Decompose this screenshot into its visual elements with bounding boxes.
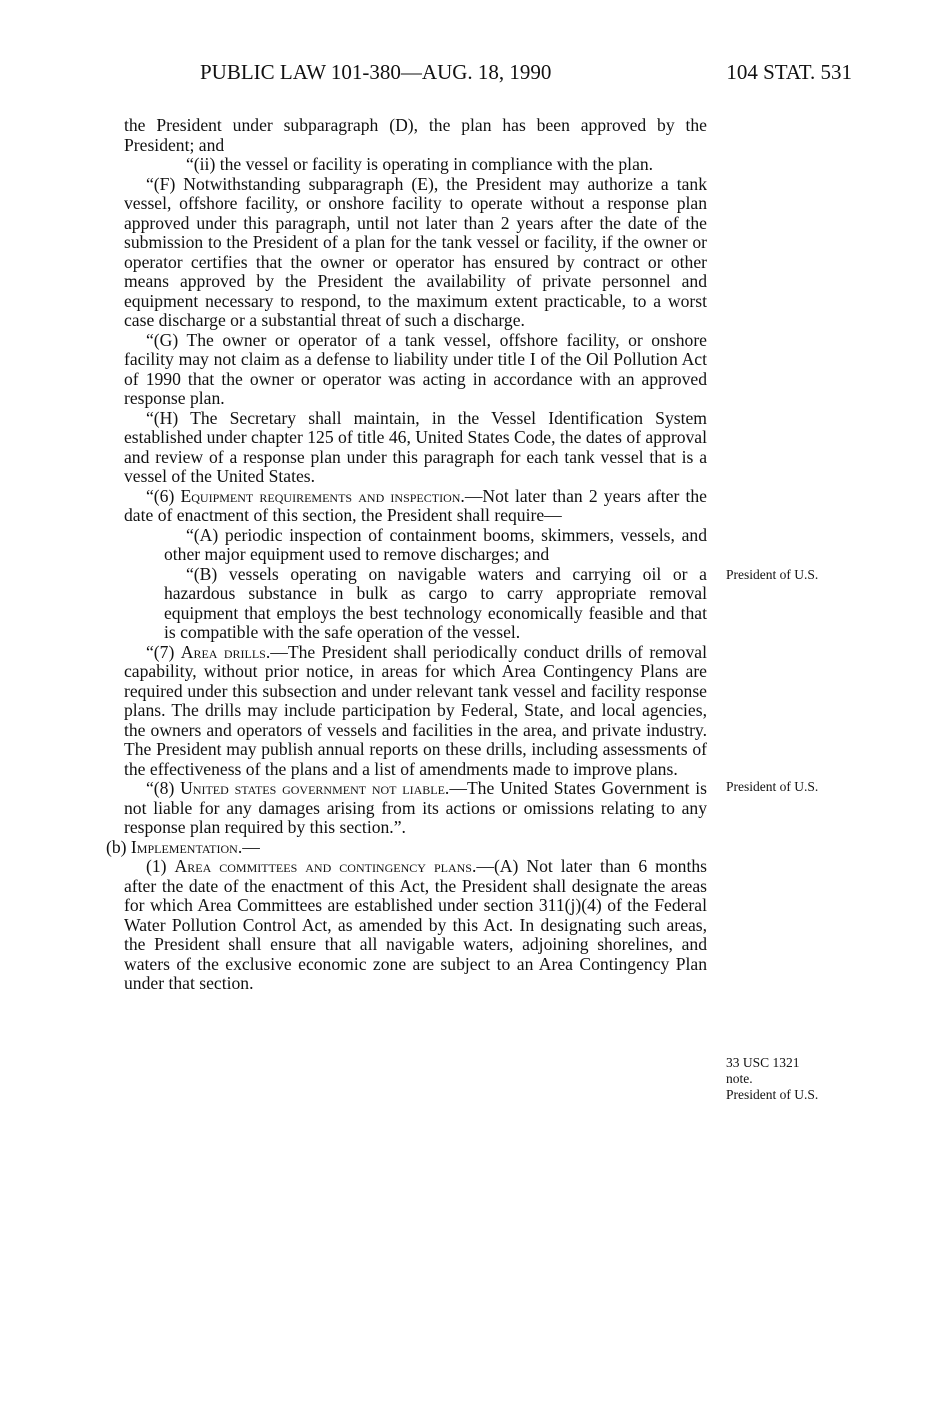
page-header [0, 60, 949, 90]
body-text [106, 115, 707, 994]
margin-note-president-1: President of U.S. [726, 567, 819, 582]
paragraph-8-text: —The United States Government is not liable for any damages arising from its actions or omissions relating to any response plan required by this section.”. [124, 778, 707, 837]
paragraph-8 [124, 779, 707, 838]
paragraph-d-continuation: the President under subparagraph (D), the plan has been approved by the President; and [124, 115, 707, 155]
paragraph-g: “(G) The owner or operator of a tank vessel, offshore facility, or onshore facility may not claim as a defense to liability under title I of the Oil Pollution Act of 1990 that the owner or operator was acting in accordance with an approved response plan. [124, 329, 707, 408]
paragraph-6a: “(A) periodic inspection of containment booms, skimmers, vessels, and other major equipment used to remove discharges; and [164, 524, 707, 564]
paragraph-b [106, 838, 707, 858]
margin-note-president-2: President of U.S. [726, 779, 819, 794]
margin-note-usc: 33 USC 1321 [726, 1055, 800, 1070]
header-stat-page: 104 STAT. 531 [726, 60, 852, 84]
paragraph-b-heading: Implementation. [130, 836, 243, 857]
paragraph-7-prefix: “(7) [146, 641, 181, 662]
paragraph-b1-text: —(A) Not later than 6 months after the date of the enactment of this Act, the President shall designate the areas for which Area Committees are established under section 311(j)(4) of the Federal Water Pollution Control Act, as amended by this Act. In designating such areas, the President shall ensure that all navigable waters, adjoining shorelines, and waters of the exclusive economic zone are subject to an Area Contingency Plan under that section. [124, 856, 707, 993]
paragraph-6-text: —Not later than 2 years after the date of enactment of this section, the President shall require— [124, 485, 707, 525]
paragraph-6 [124, 487, 707, 526]
paragraph-8-heading: United states government not liable. [180, 778, 450, 798]
paragraph-b-text: — [242, 836, 260, 857]
paragraph-7-text: —The President shall periodically conduct drills of removal capability, without prior notice, in areas for which Area Contingency Plans are required under this subsection and under relevant tank vessel and facility response plans. The drills may include participation by Federal, State, and local agencies, the owners and operators of vessels and facilities in the area, and private industry. The President may publish annual reports on these drills, including assessments of the effectiveness of the plans and a list of amendments made to improve plans. [124, 641, 707, 779]
paragraph-f: “(F) Notwithstanding subparagraph (E), the President may authorize a tank vessel, offshore facility, or onshore facility to operate without a response plan approved under this paragraph, until not later than 2 years after the date of the submission to the President of a plan for the tank vessel or facility, if the owner or operator certifies that the owner or operator has ensured by contract or other means approved by the President the availability of private personnel and equipment necessary to respond, to the maximum extent practicable, to a worst case discharge or a substantial threat of such a discharge. [124, 173, 707, 330]
paragraph-7 [124, 643, 707, 780]
paragraph-8-prefix: “(8) [146, 778, 181, 798]
header-title: PUBLIC LAW 101-380—AUG. 18, 1990 [200, 60, 552, 84]
paragraph-b1-heading: Area committees and contingency plans. [174, 856, 477, 876]
paragraph-b-prefix: (b) [106, 836, 131, 857]
margin-note-note: note. [726, 1071, 753, 1086]
paragraph-6b: “(B) vessels operating on navigable waters and carrying oil or a hazardous substance in bulk as cargo to carry appropriate removal equipment that employs the best technology economically feasible and that is compatible with the safe operation of the vessel. [164, 563, 707, 642]
paragraph-6-prefix: “(6) [146, 485, 181, 506]
paragraph-ii: “(ii) the vessel or facility is operating in compliance with the plan. [186, 154, 654, 174]
paragraph-6-heading: Equipment requirements and inspection. [180, 485, 465, 506]
margin-note-president-3: President of U.S. [726, 1087, 819, 1102]
paragraph-b1 [124, 857, 707, 994]
paragraph-h: “(H) The Secretary shall maintain, in the Vessel Identification System established under chapter 125 of title 46, United States Code, the dates of approval and review of a response plan under this paragraph for each tank vessel that is a vessel of the United States. [124, 407, 707, 486]
paragraph-b1-prefix: (1) [146, 856, 175, 876]
paragraph-7-heading: Area drills. [180, 641, 271, 662]
